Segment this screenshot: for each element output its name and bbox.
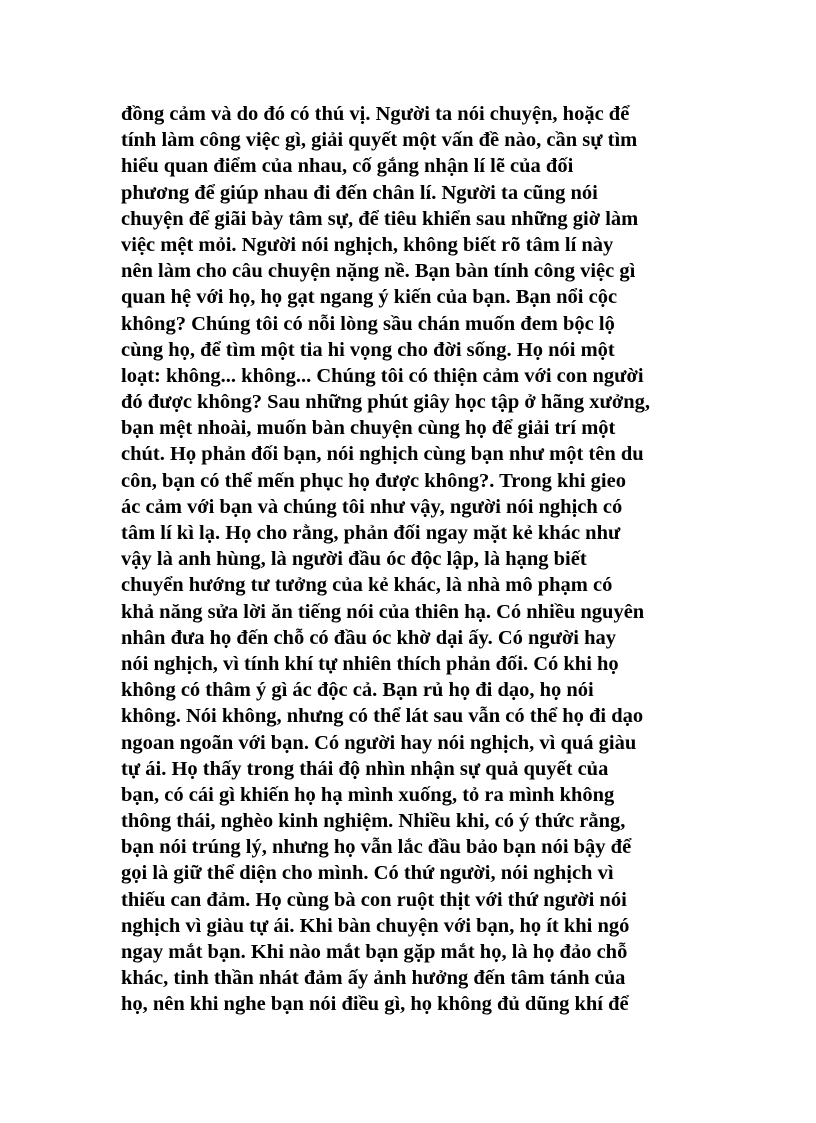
text-line: tự ái. Họ thấy trong thái độ nhìn nhận sự quả quyết của	[121, 757, 609, 780]
text-line: khả năng sửa lời ăn tiếng nói của thiên hạ. Có nhiều nguyên	[121, 600, 645, 623]
text-line: ác cảm với bạn và chúng tôi như vậy, người nói nghịch có	[121, 495, 623, 518]
text-line: thông thái, nghèo kinh nghiệm. Nhiều khi, có ý thức rằng,	[121, 810, 626, 833]
text-line: ngoan ngoãn với bạn. Có người hay nói nghịch, vì quá giàu	[121, 731, 637, 754]
text-line: phương để giúp nhau đi đến chân lí. Người ta cũng nói	[121, 181, 598, 204]
text-line: họ, nên khi nghe bạn nói điều gì, họ không đủ dũng khí để	[121, 993, 629, 1016]
text-line: không. Nói không, nhưng có thể lát sau vẫn có thể họ đi dạo	[121, 705, 644, 728]
text-line: quan hệ với họ, họ gạt ngang ý kiến của bạn. Bạn nổi cộc	[121, 286, 618, 309]
text-line: nói nghịch, vì tính khí tự nhiên thích phản đối. Có khi họ	[121, 652, 619, 675]
text-line: chuyển hướng tư tưởng của kẻ khác, là nhà mô phạm có	[121, 574, 613, 597]
text-line: bạn, có cái gì khiến họ hạ mình xuống, tỏ ra mình không	[121, 783, 615, 806]
text-line: không có thâm ý gì ác độc cả. Bạn rủ họ đi dạo, họ nói	[121, 679, 594, 702]
text-line: ngay mắt bạn. Khi nào mắt bạn gặp mắt họ, là họ đảo chỗ	[121, 941, 628, 963]
text-line: việc mệt mỏi. Người nói nghịch, không biết rõ tâm lí này	[121, 233, 614, 256]
text-line: cùng họ, để tìm một tia hi vọng cho đời sống. Họ nói một	[121, 338, 615, 361]
text-line: nhân đưa họ đến chỗ có đầu óc khờ dại ấy. Có người hay	[121, 626, 617, 649]
text-line: đó được không? Sau những phút giây học tập ở hãng xưởng,	[121, 391, 650, 414]
text-line: bạn mệt nhoài, muốn bàn chuyện cùng họ để giải trí một	[121, 417, 616, 440]
text-line: khác, tinh thần nhát đảm ấy ảnh hưởng đến tâm tánh của	[121, 967, 626, 990]
text-line: thiếu can đảm. Họ cùng bà con ruột thịt với thứ người nói	[121, 888, 627, 911]
body-paragraph	[121, 101, 701, 1018]
text-line: đồng cảm và do đó có thú vị. Người ta nói chuyện, hoặc để	[121, 103, 630, 125]
text-line: nên làm cho câu chuyện nặng nề. Bạn bàn tính công việc gì	[121, 260, 636, 283]
text-line: nghịch vì giàu tự ái. Khi bàn chuyện với bạn, họ ít khi ngó	[121, 914, 630, 937]
text-line: tâm lí kì lạ. Họ cho rằng, phản đối ngay mặt kẻ khác như	[121, 522, 621, 544]
text-line: chút. Họ phản đối bạn, nói nghịch cùng bạn như một tên du	[121, 443, 644, 466]
text-line: gọi là giữ thể diện cho mình. Có thứ người, nói nghịch vì	[121, 862, 614, 885]
text-line: tính làm công việc gì, giải quyết một vấn đề nào, cần sự tìm	[121, 129, 638, 152]
text-line: bạn nói trúng lý, nhưng họ vẫn lắc đầu bảo bạn nói bậy để	[121, 836, 632, 859]
text-line: vậy là anh hùng, là người đầu óc độc lập, là hạng biết	[121, 548, 587, 571]
text-line: hiểu quan điểm của nhau, cố gắng nhận lí lẽ của đối	[121, 155, 574, 178]
text-line: loạt: không... không... Chúng tôi có thiện cảm với con người	[121, 364, 644, 387]
text-line: chuyện để giãi bày tâm sự, để tiêu khiển sau những giờ làm	[121, 207, 639, 230]
text-line: côn, bạn có thể mến phục họ được không?. Trong khi gieo	[121, 469, 626, 492]
text-line: không? Chúng tôi có nỗi lòng sầu chán muốn đem bộc lộ	[121, 312, 615, 335]
